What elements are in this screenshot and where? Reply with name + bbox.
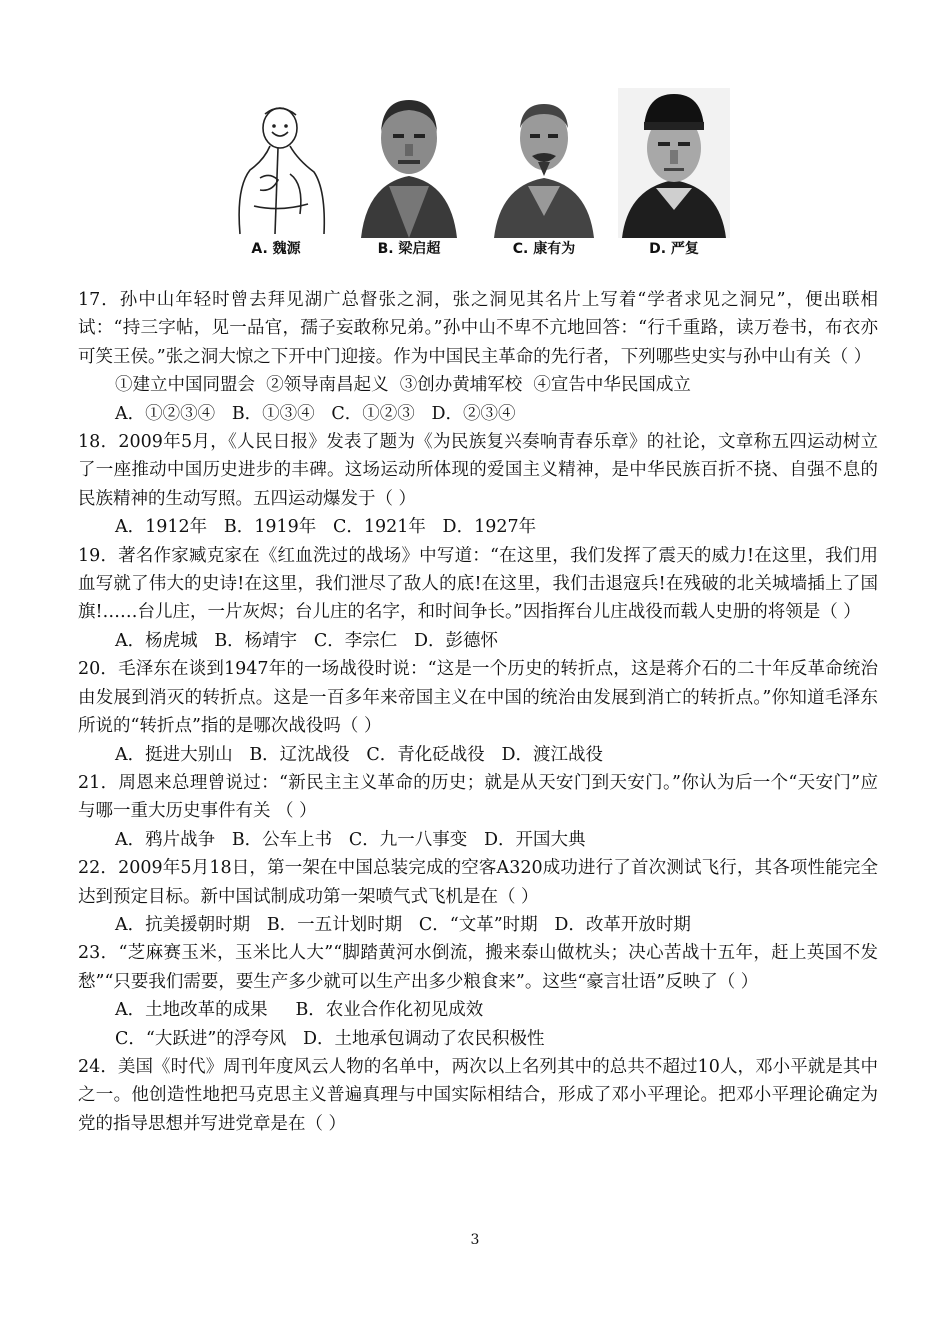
question-19-options: A．杨虎城 B．杨靖宇 C．李宗仁 D．彭德怀 xyxy=(115,630,498,651)
portrait-d xyxy=(618,88,730,266)
portrait-b-photo xyxy=(353,88,465,238)
portrait-b xyxy=(353,88,465,266)
portrait-a-caption: A. 魏源 xyxy=(251,241,301,257)
portrait-figure xyxy=(220,88,730,266)
question-20: 20．毛泽东在谈到1947年的一场战役时说：“这是一个历史的转折点，这是蒋介石的二十年反革命统治由发展到消灭的转折点。这是一百多年来帝国主义在中国的统治由发展到消亡的转折点。”你知道毛泽东所说的“转折点”指的是哪次战役吗（ ） xyxy=(78,659,878,737)
portrait-b-caption: B. 梁启超 xyxy=(377,241,441,257)
question-21: 21．周恩来总理曾说过：“新民主主义革命的历史；就是从天安门到天安门。”你认为后一个“天安门”应与哪一重大历史事件有关 （ ） xyxy=(78,772,878,822)
portrait-a xyxy=(220,88,332,266)
portrait-c-photo xyxy=(488,88,600,238)
question-21-options: A．鸦片战争 B．公车上书 C．九一八事变 D．开国大典 xyxy=(115,829,586,850)
question-22-options: A．抗美援朝时期 B．一五计划时期 C．“文革”时期 D．改革开放时期 xyxy=(115,914,691,935)
question-23: 23．“芝麻赛玉米，玉米比人大”“脚踏黄河水倒流，搬来泰山做枕头；决心苦战十五年，赶上英国不发愁”“只要我们需要，要生产多少就可以生产出多少粮食来”。这些“豪言壮语”反映了（ ） xyxy=(78,943,878,992)
question-19: 19．著名作家臧克家在《红血洗过的战场》中写道：“在这里，我们发挥了震天的威力!在这里，我们用血写就了伟大的史诗!在这里，我们泄尽了敌人的底!在这里，我们击退寇兵!在残破的北关城墙插上了国旗!……台儿庄，一片灰烬；台儿庄的名字，和时间争长。”因指挥台儿庄战役而载人史册的将领是（ ） xyxy=(78,545,878,623)
question-18: 18．2009年5月，《人民日报》发表了题为《为民族复兴奏响青春乐章》的社论，文章称五四运动树立了一座推动中国历史进步的丰碑。这场运动所体现的爱国主义精神，是中华民族百折不挠、自强不息的民族精神的生动写照。五四运动爆发于（ ） xyxy=(78,432,878,509)
portrait-c-caption: C. 康有为 xyxy=(512,241,576,257)
portrait-d-photo xyxy=(618,88,730,238)
question-17-statements: ①建立中国同盟会 ②领导南昌起义 ③创办黄埔军校 ④宣告中华民国成立 xyxy=(115,375,691,396)
question-22: 22．2009年5月18日，第一架在中国总装完成的空客A320成功进行了首次测试飞行，其各项性能完全达到预定目标。新中国试制成功第一架喷气式飞机是在（ ） xyxy=(78,858,878,907)
portrait-d-caption: D. 严复 xyxy=(649,241,699,257)
question-17: 17．孙中山年轻时曾去拜见湖广总督张之洞，张之洞见其名片上写着“学者求见之洞兄”，便出联相试：“持三字帖，见一品官，孺子妄敢称兄弟。”孙中山不卑不亢地回答：“行千重路，读万卷书，布衣亦可笑王侯。”张之洞大惊之下开中门迎接。作为中国民主革命的先行者，下列哪些史实与孙中山有关（ ） xyxy=(78,290,878,367)
question-23-options-row-1: A．土地改革的成果 B．农业合作化初见成效 xyxy=(115,1000,484,1021)
question-list xyxy=(78,286,878,1138)
portrait-a-sketch xyxy=(220,88,332,238)
portrait-c xyxy=(488,88,600,266)
question-20-options: A．挺进大别山 B．辽沈战役 C．青化砭战役 D．渡江战役 xyxy=(115,744,603,765)
question-24: 24．美国《时代》周刊年度风云人物的名单中，两次以上名列其中的总共不超过10人，邓小平就是其中之一。他创造性地把马克思主义普遍真理与中国实际相结合，形成了邓小平理论。把邓小平理论确定为党的指导思想并写进党章是在（ ） xyxy=(78,1056,878,1134)
question-23-options-row-2: C．“大跃进”的浮夸风 D．土地承包调动了农民积极性 xyxy=(115,1028,545,1049)
page-number: 3 xyxy=(470,1232,480,1248)
question-18-options: A．1912年 B．1919年 C．1921年 D．1927年 xyxy=(115,517,537,538)
question-17-options: A．①②③④ B．①③④ C．①②③ D．②③④ xyxy=(115,403,516,424)
